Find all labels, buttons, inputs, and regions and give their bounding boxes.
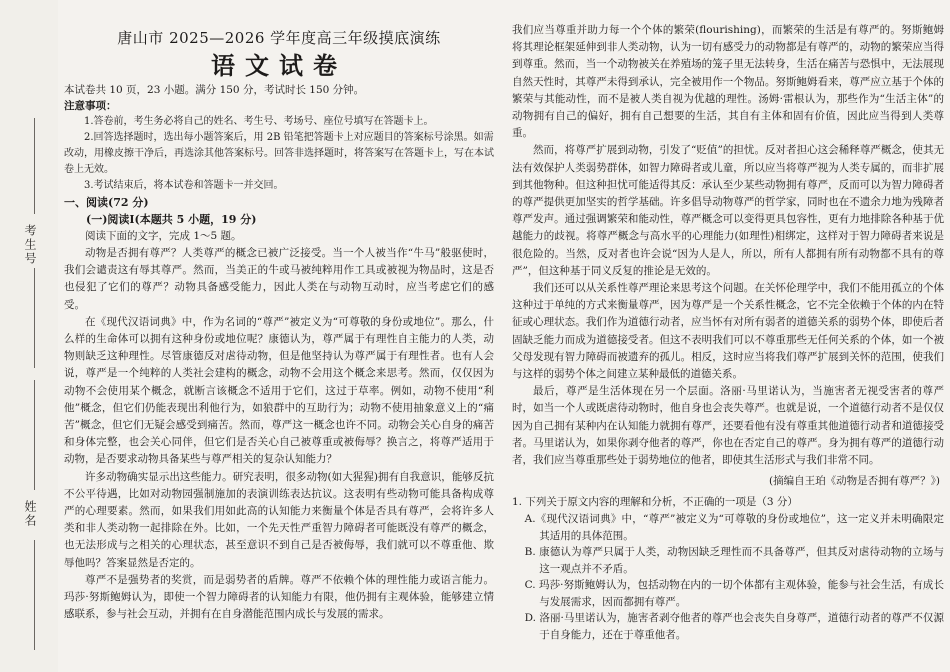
name-line [34,380,35,490]
subject-title: 语文试卷 [211,51,347,80]
question-option: D. 洛丽·马里诺认为，施害者剥夺他者的尊严也会丧失自身尊严，道德行动者的尊严不仅源于自身能力，还在于尊重他者。 [524,612,944,641]
exam-number-line-lower [34,268,35,368]
passage-paragraph: 然而，将尊严扩展到动物，引发了“贬值”的担忧。反对者担心这会稀释尊严概念，使其无法有效保护人类弱势群体，如智力障碍者或儿童，所以应当将尊严视为人类专属的，而非扩展到其他物种。但这种担忧可能适得其反：承认至少某些动物拥有尊严，反而可以为智力障碍者的尊严提供更加坚实的哲学基础。许多倡导动物尊严的哲学家，同时也在不遗余力地为残障者尊严发声。通过强调繁荣和能动性，尊严概念可以变得更具包容性，更有力地排除各种基于优越能力的歧视。将尊严概念与高水平的心理能力(如理性)相绑定，这样对于智力障碍者来说是很危险的。当然，反对者也许会说“因为人是人，所以，所有人都拥有所有动物都不具有的尊严”，但这种基于同义反复的推论是无效的。 [512,144,944,277]
name-line-lower [34,540,35,650]
exam-number-label: 考生号 [23,224,37,266]
passage-paragraph: 最后，尊严是生活体现在另一个层面。洛丽·马里诺认为，当施害者无视受害者的尊严时，如当一个人或既虐待动物时，他自身也会丧失尊严。也就是说，一个道德行动者不是仅仅因为自己拥有某种内在认知能力就拥有尊严，还要看他有没有尊重其他道德行动者和道德接受者。马里诺认为，如果你剥夺他者的尊严，你也在否定自己的尊严。身为拥有尊严的道德行动者，我们应当尊重那些处于弱势地位的他者，即使其生活形式与我们非常不同。 [512,385,944,467]
exam-title: 唐山市 2025—2026 学年度高三年级摸底演练 [117,29,441,47]
passage-paragraph: 在《现代汉语词典》中，作为名词的“尊严”被定义为“可尊敬的身份或地位”。那么，什么样的生命体可以拥有这种身份或地位呢？康德认为，尊严属于有理性自主能力的人类，动物则缺乏这种理性。尽管康德反对虐待动物，但是他坚持认为尊严属于有理性者。也有人会说，尊严是一个纯粹的人类社会建构的概念，动物不会用这个概念来思考。然而，仅仅因为动物不会使用某个概念，就断言该概念不适用于它们，这过于草率。例如，动物不使用“利他”概念，但它们仍能表现出利他行为，如狼群中的互助行为；动物不使用抽象意义上的“痛苦”概念，但它们无疑会感受到痛苦。然而，尊严这一概念也许不同。动物会关心自身的痛苦和身体完整，也会关心同伴，但它们是否关心自己被尊重或被侮辱？换言之，将尊严适用于动物，是否要求动物具备某些与尊严相关的复杂认知能力？ [64,315,494,466]
passage-paragraph: 我们还可以从关系性尊严理论来思考这个问题。在关怀伦理学中，我们不能用孤立的个体这种过于单纯的方式来衡量尊严，因为尊严是一个关系性概念，它不完全依赖于个体的内在特征或心理状态。我们作为道德行动者，应当怀有对所有弱者的道德关系的弱势个体，即使后者固缺乏能力而成为道德接受者。但这不表明我们可以不尊重那些无任何关系的个体，如一个被父母发现有智力障碍而被遗弃的孤儿。相反，这时应当将我们尊严扩展到关怀的范围，使我们与这样的弱势个体之间建立某种最低的道德关系。 [512,282,944,381]
binding-margin [0,0,58,672]
section-subtitle: (一)阅读Ⅰ(本题共 5 小题，19 分) [86,213,257,226]
note-item: 3.考试结束后，将本试卷和答题卡一并交回。 [84,180,284,191]
passage-paragraph: 我们应当尊重并助力每一个个体的繁荣(flourishing)，而繁荣的生活是有尊严的。努斯鲍姆将其理论框架延伸到非人类动物，认为一切有感受力的动物都是有尊严的，动物的繁荣应当得到尊重。然而，当一个动物被关在养殖场的笼子里无法转身，生活在痛苦与恐惧中，无法展现自然天性时，其尊严未得到承认，完全被用作一个物品。努斯鲍姆看来，尊严应立基于个体的繁荣与其能动性，而不是被人类自视为优越的理性。汤姆·雷根认为，那些作为“生活主体”的动物拥有自己的偏好，拥有自己想要的生活，其自有主体和固有价值，因此应当得到人类尊重。 [512,24,944,140]
passage-paragraph: 动物是否拥有尊严？人类尊严的概念已被广泛接受。当一个人被当作“牛马”般驱使时，我们会谴责这有辱其尊严。然而，当美正的牛或马被纯粹用作工具或被视为物品时，这是否也侵犯了它们的尊严？动物具备感受能力，因此人类在与动物互动时，应当考虑它们的感受。 [64,247,494,311]
question-option: C. 玛莎·努斯鲍姆认为，包括动物在内的一切个体都有主观体验，能参与社会生活，有成长与发展需求，因而都拥有尊严。 [524,579,944,608]
note-item: 2.回答选择题时，选出每小题答案后，用 2B 铅笔把答题卡上对应题目的答案标号涂黑。如需改动，用橡皮擦干净后，再选涂其他答案标号。回答非选择题时，将答案写在答题卡上，写在本试卷上无效。 [64,132,494,175]
question-stem: 1. 下列关于原文内容的理解和分析，不正确的一项是（3 分） [512,496,798,509]
passage-source: (摘编自王珀《动物是否拥有尊严？》) [769,475,940,488]
question-option: A.《现代汉语词典》中，“尊严”被定义为“可尊敬的身份或地位”，这一定义并未明确限定其适用的具体范围。 [524,513,944,542]
section-instruction: 阅读下面的文字，完成 1～5 题。 [85,230,242,242]
passage-paragraph: 许多动物确实显示出这些能力。研究表明，很多动物(如大猩猩)拥有自我意识，能够反抗不公平待遇，比如对动物园强制施加的表演训练表达抗议。这表明有些动物可能具备构成尊严的心理要素。然而，如果我们用如此高的认知能力来衡量个体是否具有尊严，会将许多人类和非人类动物一起排除在外。比如，一个先天性严重智力障碍者可能既没有尊严的概念，也无法形成与之相关的心理状态，甚至意识不到自己是否被侮辱，我们就可以不尊重他、欺辱他吗？答案显然是否定的。 [64,470,494,569]
left-column [64,28,494,668]
exam-info: 本试卷共 10 页，23 小题。满分 150 分，考试时长 150 分钟。 [64,84,365,96]
passage-paragraph: 尊严不是强势者的奖赏，而是弱势者的盾牌。尊严不依赖个体的理性能力或语言能力。玛莎·努斯鲍姆认为，即使一个智力障碍者的认知能力有限，他仍拥有主观体验，能够建立情感联系，参与社会互动，并拥有在自身潜能范围内成长与发展的需求。 [64,573,494,621]
name-label: 姓名 [23,500,37,528]
question-option: B. 康德认为尊严只属于人类，动物因缺乏理性而不具备尊严，但其反对虐待动物的立场与这一观点并不矛盾。 [524,546,944,575]
notes-label: 注意事项： [64,100,117,112]
note-item: 1.答卷前，考生务必将自己的姓名、考生号、考场号、座位号填写在答题卡上。 [84,116,434,127]
exam-number-line [34,118,35,214]
right-column [512,22,944,662]
section-title: 一、阅读(72 分) [64,196,149,209]
